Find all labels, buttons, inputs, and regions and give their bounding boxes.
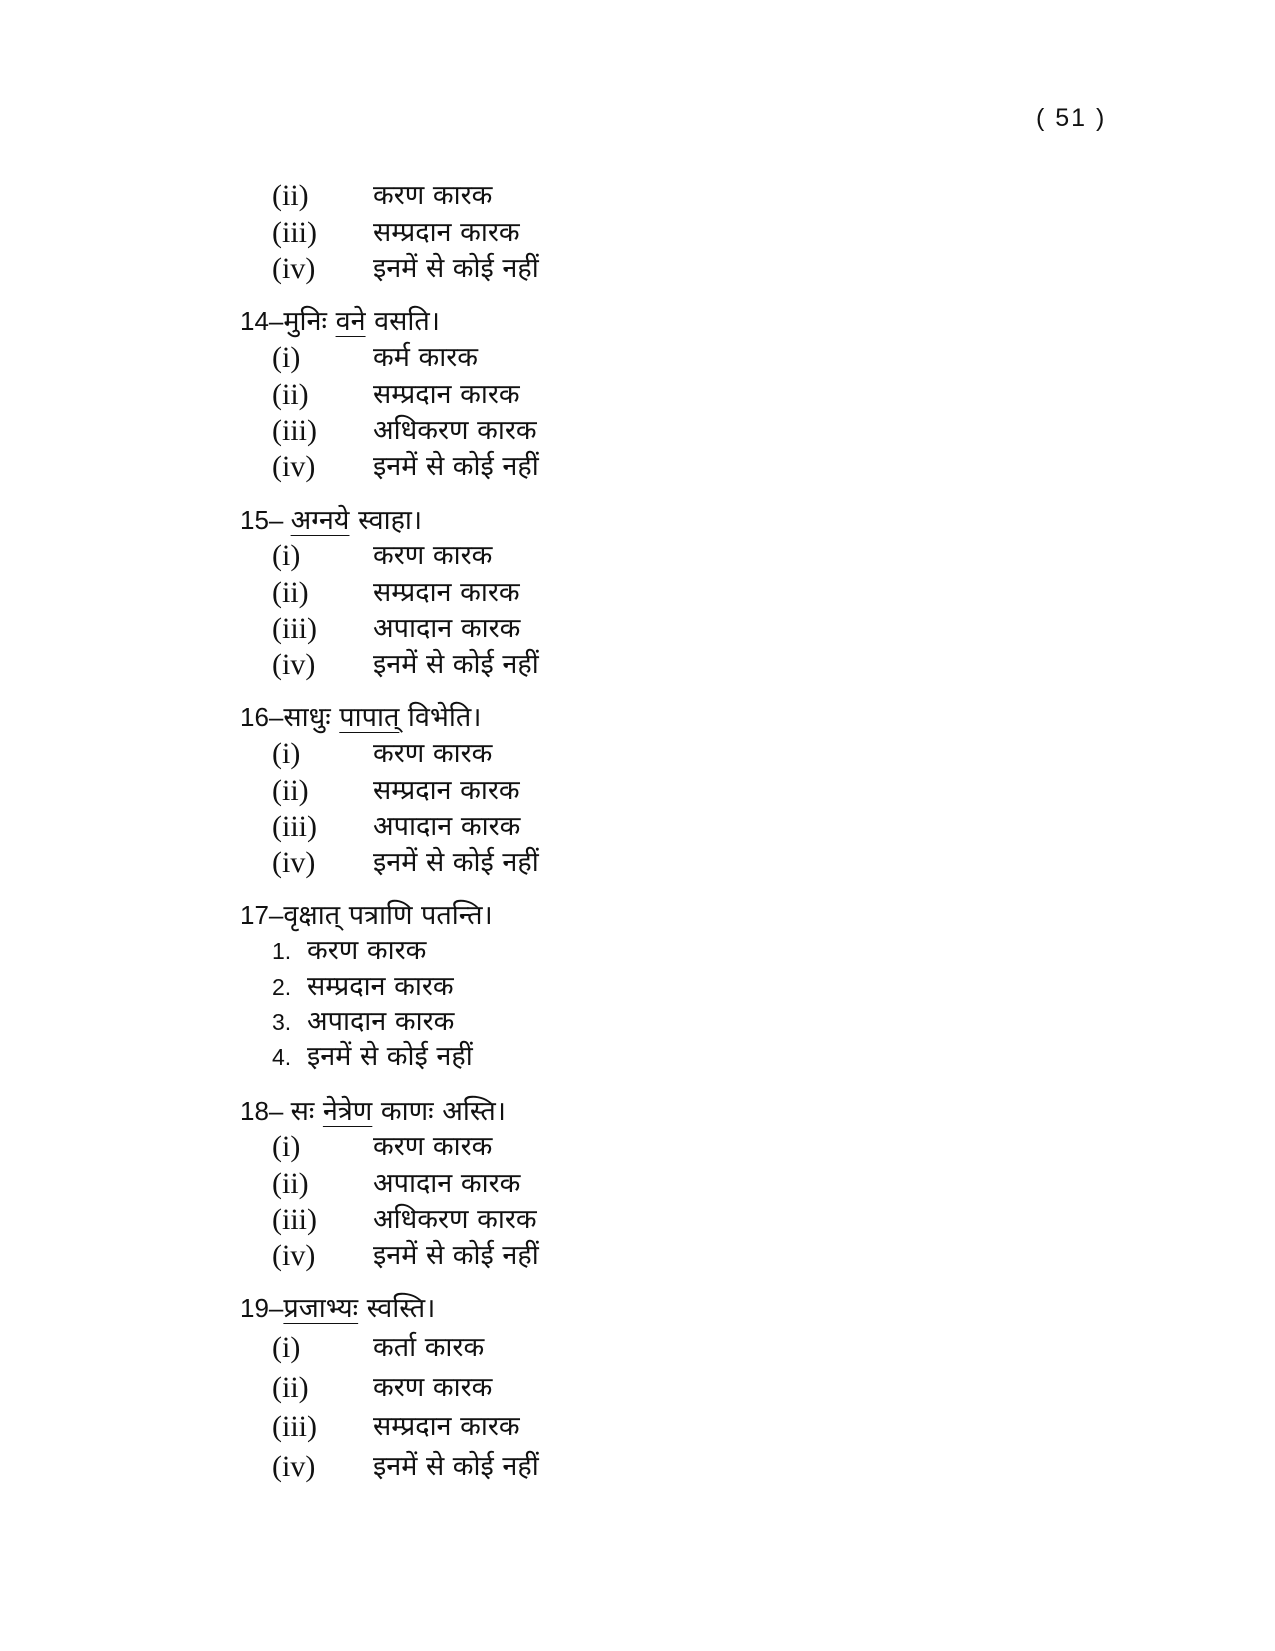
- option-marker: (iv): [272, 252, 316, 285]
- option-text: अपादान कारक: [373, 613, 521, 644]
- option-text: सम्प्रदान कारक: [373, 379, 520, 410]
- option-text: इनमें से कोई नहीं: [307, 1041, 473, 1072]
- option-marker: (ii): [272, 774, 309, 807]
- option-text: सम्प्रदान कारक: [373, 577, 520, 608]
- option-marker: (i): [272, 539, 301, 572]
- option-marker: (i): [272, 1331, 301, 1364]
- question-q16: [240, 699, 482, 736]
- option-marker: (ii): [272, 576, 309, 609]
- question-number: 15–: [240, 505, 291, 535]
- option-marker: (ii): [272, 1371, 309, 1404]
- question-q18: [240, 1093, 506, 1130]
- option-marker: 1.: [272, 938, 292, 964]
- option-text: करण कारक: [373, 180, 493, 211]
- option-text: करण कारक: [373, 1131, 493, 1162]
- question-text-end: विभेति।: [399, 702, 482, 733]
- option-text: अधिकरण कारक: [373, 1204, 537, 1235]
- option-marker: (iii): [272, 1203, 317, 1236]
- question-q14: [240, 303, 440, 340]
- option-text: अपादान कारक: [373, 1168, 521, 1199]
- option-text: करण कारक: [373, 1372, 493, 1403]
- question-text: मुनिः: [283, 306, 336, 337]
- question-underlined-word: वने: [335, 306, 366, 337]
- question-text-end: काणः अस्ति।: [372, 1096, 506, 1127]
- option-text: कर्ता कारक: [373, 1332, 485, 1363]
- option-marker: (ii): [272, 378, 309, 411]
- option-marker: (iv): [272, 450, 316, 483]
- question-text-end: स्वाहा।: [349, 505, 423, 536]
- question-text-end: स्वस्ति।: [358, 1293, 436, 1324]
- question-number: 19–: [240, 1293, 284, 1323]
- question-underlined-word: प्रजाभ्यः: [283, 1293, 359, 1324]
- question-text: साधुः: [283, 702, 340, 733]
- option-marker: (i): [272, 341, 301, 374]
- question-text-end: वसति।: [365, 306, 441, 337]
- option-marker: (iv): [272, 648, 316, 681]
- option-marker: (iv): [272, 1450, 316, 1483]
- option-text: सम्प्रदान कारक: [373, 1411, 520, 1442]
- option-text: इनमें से कोई नहीं: [373, 1451, 539, 1482]
- option-marker: (i): [272, 737, 301, 770]
- option-marker: 4.: [272, 1044, 292, 1070]
- option-marker: (iv): [272, 846, 316, 879]
- question-underlined-word: अग्नये: [290, 505, 350, 536]
- option-text: इनमें से कोई नहीं: [373, 649, 539, 680]
- question-number: 16–: [240, 702, 284, 732]
- question-number: 17–: [240, 900, 284, 930]
- option-text: इनमें से कोई नहीं: [373, 847, 539, 878]
- option-text: सम्प्रदान कारक: [373, 217, 520, 248]
- option-text: सम्प्रदान कारक: [307, 971, 454, 1002]
- option-text: कर्म कारक: [373, 342, 478, 373]
- page-number: ( 51 ): [1036, 104, 1107, 132]
- question-number: 14–: [240, 306, 284, 336]
- option-marker: (i): [272, 1130, 301, 1163]
- question-q15: [240, 502, 422, 539]
- option-text: सम्प्रदान कारक: [373, 775, 520, 806]
- question-underlined-word: पापात्: [339, 702, 400, 733]
- question-text: वृक्षात् पत्राणि पतन्ति।: [283, 900, 493, 931]
- option-text: अपादान कारक: [307, 1006, 455, 1037]
- question-text: सः: [290, 1096, 323, 1127]
- option-marker: (ii): [272, 179, 309, 212]
- option-text: अधिकरण कारक: [373, 415, 537, 446]
- option-marker: 3.: [272, 1009, 292, 1035]
- option-text: करण कारक: [307, 935, 427, 966]
- option-marker: (iii): [272, 810, 317, 843]
- question-q17: [240, 897, 493, 934]
- option-text: इनमें से कोई नहीं: [373, 451, 539, 482]
- option-marker: (iii): [272, 1410, 317, 1443]
- option-marker: 2.: [272, 974, 292, 1000]
- option-text: इनमें से कोई नहीं: [373, 1240, 539, 1271]
- option-text: करण कारक: [373, 540, 493, 571]
- option-marker: (iii): [272, 414, 317, 447]
- option-marker: (iii): [272, 216, 317, 249]
- option-marker: (iv): [272, 1239, 316, 1272]
- option-text: इनमें से कोई नहीं: [373, 253, 539, 284]
- option-marker: (ii): [272, 1167, 309, 1200]
- question-q19: [240, 1290, 435, 1327]
- question-number: 18–: [240, 1096, 291, 1126]
- option-text: करण कारक: [373, 738, 493, 769]
- option-marker: (iii): [272, 612, 317, 645]
- question-underlined-word: नेत्रेण: [322, 1096, 373, 1127]
- option-text: अपादान कारक: [373, 811, 521, 842]
